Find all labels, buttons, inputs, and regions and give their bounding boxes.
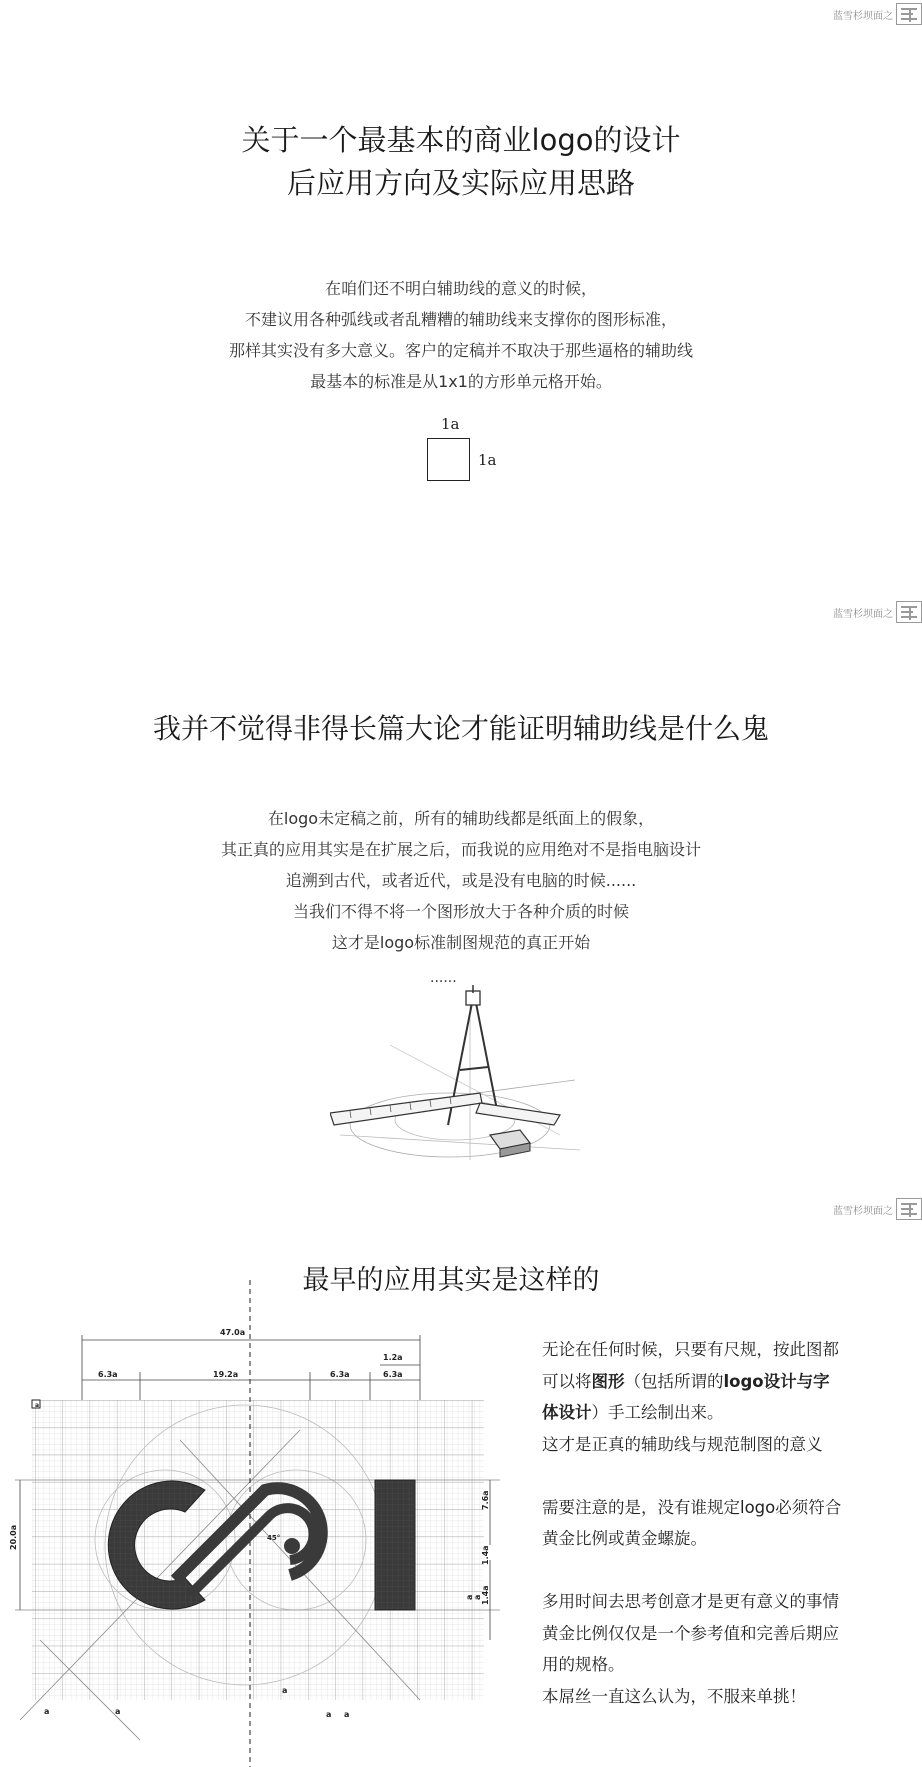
- text-span: 可以将: [542, 1371, 592, 1391]
- dim-bottom-a2: a: [115, 1707, 121, 1716]
- paragraph-line: 那样其实没有多大意义。客户的定稿并不取决于那些逼格的辅助线: [228, 341, 693, 360]
- explanation-line: 黄金比例或黄金螺旋。: [542, 1529, 707, 1548]
- section1-title-line1: 关于一个最基本的商业logo的设计: [241, 123, 681, 157]
- dim-bottom-a3: a: [282, 1686, 288, 1695]
- dim-right-h2: 1.4a: [481, 1545, 490, 1565]
- watermark-logo-icon: [896, 601, 922, 623]
- dim-height: 20.0a: [9, 1524, 18, 1550]
- dim-top-small: 1.2a: [383, 1353, 403, 1362]
- dim-corner: a: [35, 1402, 40, 1409]
- bold-span: 图形: [591, 1371, 625, 1391]
- text-span: ）手工绘制出来。: [591, 1403, 724, 1422]
- dim-bottom-a5: a: [344, 1710, 350, 1719]
- watermark-text: 蓝雪杉坝面之: [833, 10, 893, 22]
- paragraph-line: 最基本的标准是从1x1的方形单元格开始。: [310, 372, 612, 391]
- explanation-line: 本屌丝一直这么认为，不服来单挑！: [542, 1686, 806, 1706]
- explanation-line: 需要注意的是，没有谁规定logo必须符合: [542, 1497, 842, 1517]
- explanation-line: 无论在任何时候，只要有尺规，按此图都: [542, 1340, 839, 1359]
- paragraph-line: 不建议用各种弧线或者乱糟糟的辅助线来支撑你的图形标准，: [244, 310, 677, 329]
- watermark: [822, 600, 922, 624]
- section1-paragraph: [0, 273, 922, 397]
- dim-right-h1: 7.6a: [481, 1490, 490, 1510]
- sketch-caption: ......: [430, 970, 457, 986]
- section2-title: 我并不觉得非得长篇大论才能证明辅助线是什么鬼: [152, 712, 769, 745]
- watermark-text: 蓝雪杉坝面之: [833, 1205, 893, 1217]
- dim-right-h3: 1.4a: [481, 1585, 490, 1605]
- dim-right-b: 6.3a: [383, 1370, 403, 1379]
- paragraph-line: 当我们不得不将一个图形放大于各种介质的时候: [292, 902, 629, 921]
- section1-title-line2: 后应用方向及实际应用思路: [286, 166, 635, 200]
- explanation-line: 黄金比例仅仅是一个参考值和完善后期应: [542, 1623, 839, 1643]
- explanation-line: [542, 1366, 912, 1398]
- watermark: [822, 1197, 922, 1221]
- explanation-line: 用的规格。: [542, 1655, 625, 1674]
- section3-title: 最早的应用其实是这样的: [302, 1265, 600, 1296]
- explanation-line: [542, 1397, 912, 1429]
- dim-angle: 45°: [267, 1534, 281, 1542]
- dim-mid: 19.2a: [213, 1370, 239, 1379]
- text-span: （包括所谓的: [624, 1371, 724, 1391]
- watermark-logo-icon: [896, 3, 922, 25]
- section2-paragraph: [0, 803, 922, 958]
- logo-construction-diagram: [0, 1275, 530, 1767]
- dim-small-a2: a: [473, 1594, 482, 1600]
- compass-sketch-illustration: [330, 985, 600, 1170]
- paragraph-line: 这才是logo标准制图规范的真正开始: [331, 933, 591, 952]
- unit-label-right: 1a: [478, 451, 497, 469]
- section3-explanation: [542, 1334, 912, 1712]
- dim-total: 47.0a: [220, 1328, 246, 1337]
- dim-right-a: 6.3a: [330, 1370, 350, 1379]
- watermark-logo-icon: [896, 1198, 922, 1220]
- explanation-line: 多用时间去思考创意才是更有意义的事情: [542, 1592, 839, 1611]
- paragraph-line: 在logo未定稿之前，所有的辅助线都是纸面上的假象，: [267, 809, 655, 828]
- dim-bottom-a1: a: [44, 1707, 50, 1716]
- dim-left-a: 6.3a: [98, 1370, 118, 1379]
- paragraph-line: 在咱们还不明白辅助线的意义的时候，: [324, 279, 597, 298]
- unit-square: [427, 438, 470, 481]
- explanation-line: 这才是正真的辅助线与规范制图的意义: [542, 1434, 823, 1454]
- bold-span: logo设计与字: [723, 1371, 830, 1391]
- dim-bottom-a4: a: [326, 1710, 332, 1719]
- bold-span: 体设计: [542, 1403, 592, 1422]
- unit-label-top: 1a: [441, 415, 460, 433]
- dim-small-a1: a: [465, 1594, 474, 1600]
- watermark: [822, 2, 922, 26]
- paragraph-line: 追溯到古代，或者近代，或是没有电脑的时候......: [285, 871, 637, 890]
- watermark-text: 蓝雪杉坝面之: [833, 608, 893, 620]
- paragraph-line: 其正真的应用其实是在扩展之后，而我说的应用绝对不是指电脑设计: [220, 840, 701, 859]
